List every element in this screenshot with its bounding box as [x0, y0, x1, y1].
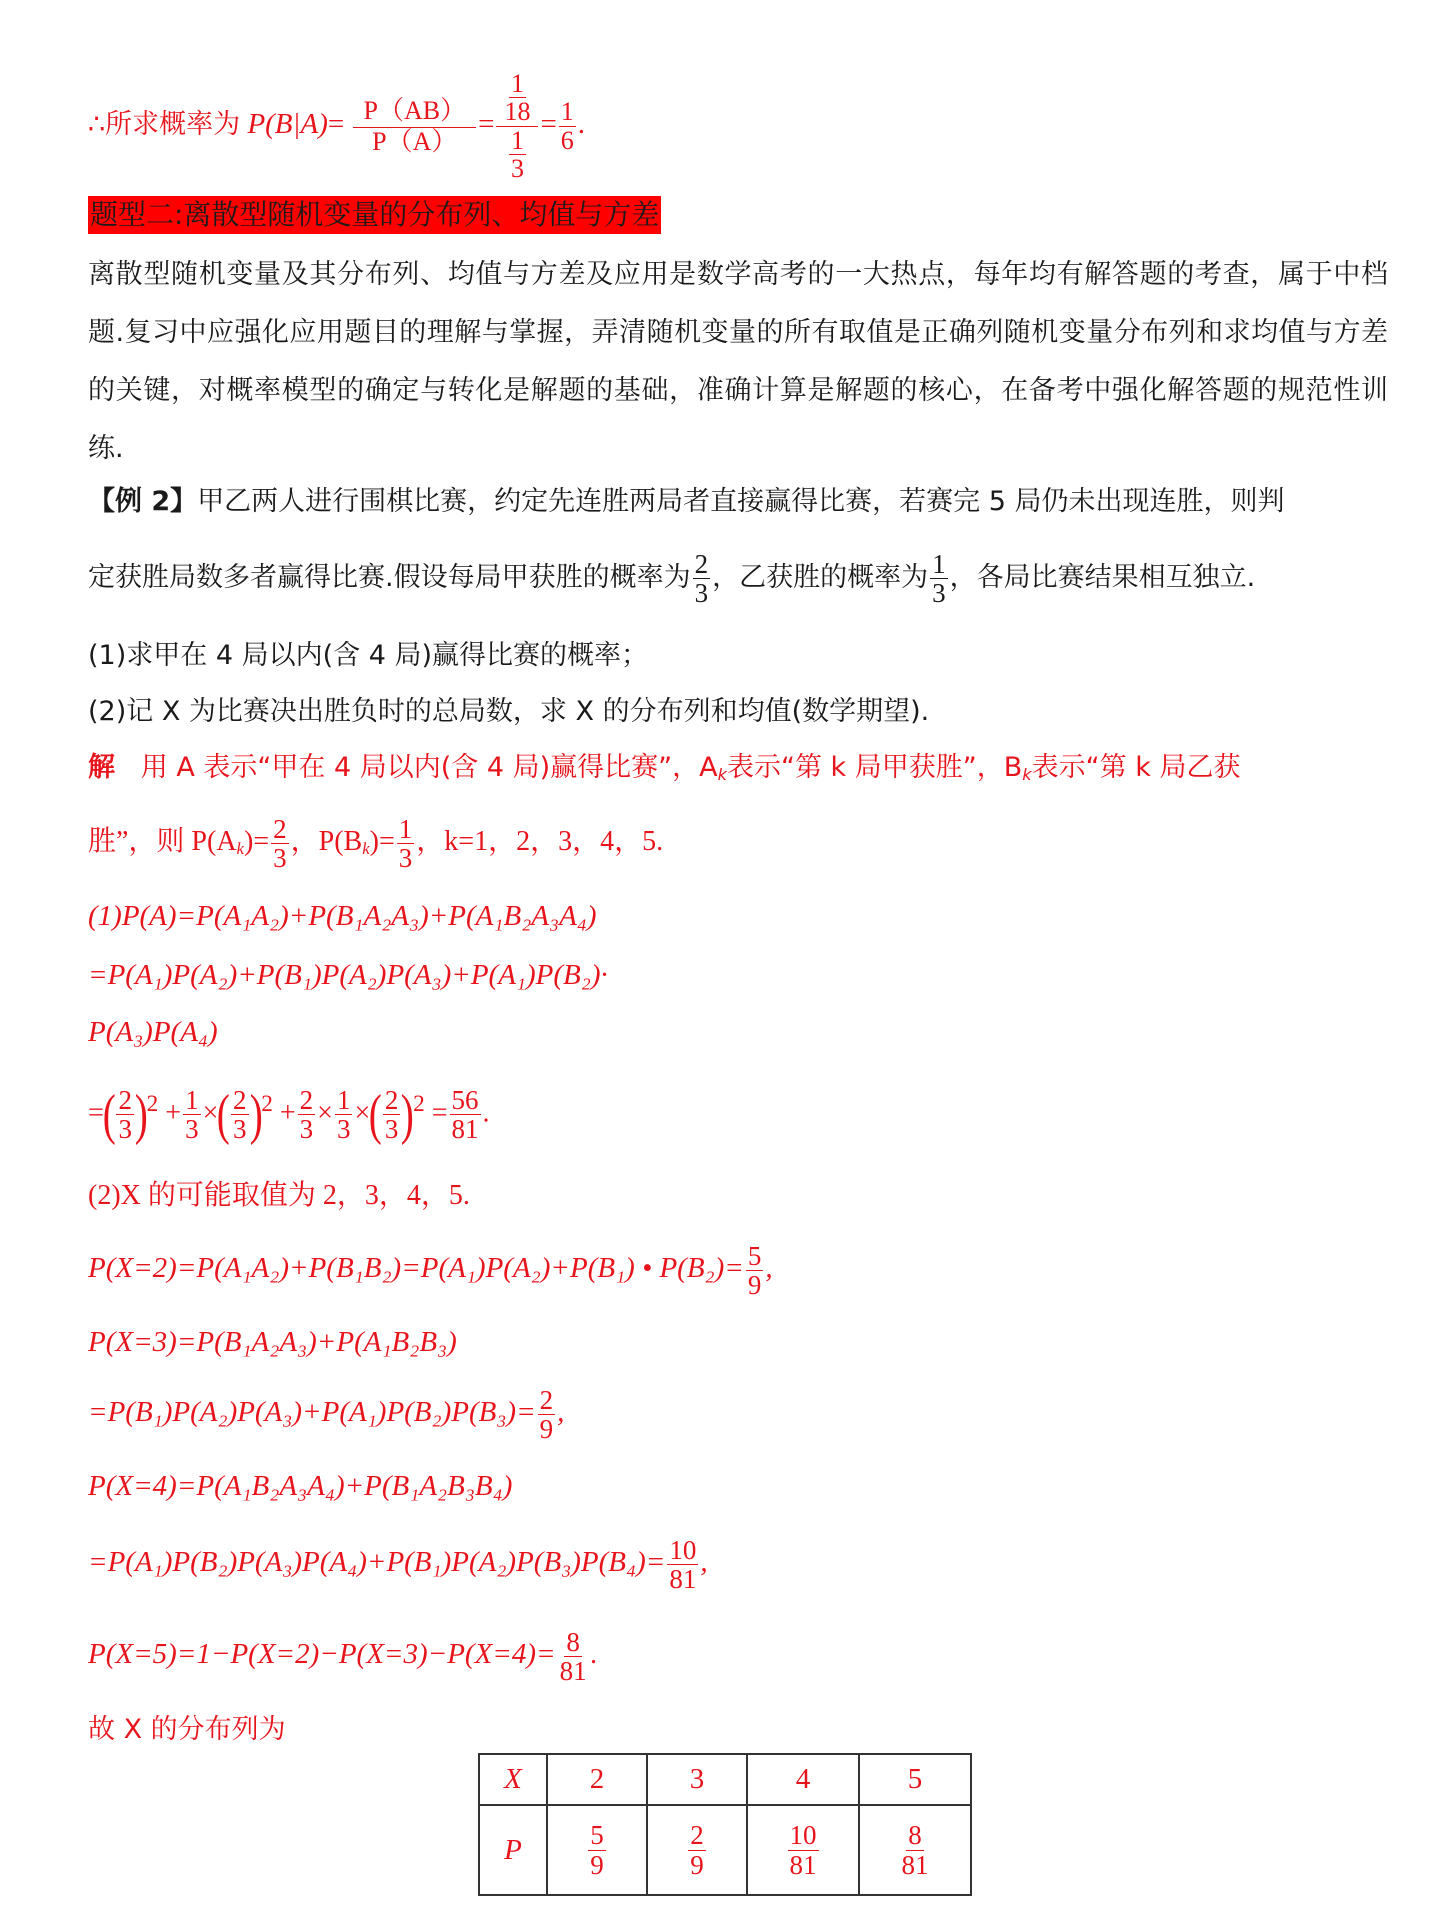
- distribution-table: [478, 1753, 972, 1896]
- px2-line: P(X=2)=P(A₁A₂)+P(B₁B₂)=P(A₁)P(A₂)+P(B₁) • P(B₂)= $\frac{5}{9}$ ,: [88, 1240, 773, 1300]
- table-cell: 5: [859, 1754, 971, 1805]
- question-1: (1)求甲在 4 局以内(含 4 局)赢得比赛的概率；: [88, 640, 648, 671]
- table-cell: $\frac{5}{9}$: [547, 1805, 647, 1895]
- intro-paragraph: 离散型随机变量及其分布列、均值与方差及应用是数学高考的一大热点，每年均有解答题的考查，属于中档题.复习中应强化应用题目的理解与掌握，弄清随机变量的所有取值是正确列随机变量分布列和求均值与方差的关键，对概率模型的确定与转化是解题的基础，准确计算是解题的核心，在备考中强化解答题的规范性训练.: [88, 259, 1388, 464]
- frac-pab-over-pa: $\frac{P(AB)}{P(A)}$: [353, 97, 476, 155]
- px4-line-2: =P(A₁)P(B₂)P(A₃)P(A₄)+P(B₁)P(A₂)P(B₃)P(B₄)= $\frac{10}{81}$ ,: [88, 1534, 708, 1594]
- part1-line-1: (1)P(A)=P(A₁A₂)+P(B₁A₂A₃)+P(A₁B₂A₃A₄): [88, 900, 597, 932]
- table-cell: $\frac{2}{9}$: [647, 1805, 747, 1895]
- formula-prefix: ∴所求概率为: [88, 108, 241, 140]
- question-2: (2)记 X 为比赛决出胜负时的总局数，求 X 的分布列和均值(数学期望).: [88, 696, 930, 727]
- table-row-p: [479, 1805, 971, 1895]
- part2-intro: (2)X 的可能取值为 2，3，4，5.: [88, 1180, 470, 1211]
- distribution-conclusion: 故 X 的分布列为: [88, 1714, 286, 1745]
- part1-result: =( $\frac{2}{3}$ )$^2$ + $\frac{1}{3}$ ×( $\frac{2}{3}$ )$^2$ + $\frac{2}{3}$ × $\frac{1}{3}$ ×( $\frac{2}{3}$ )$^2$ = $\frac{56}{81}$ .: [88, 1083, 490, 1146]
- px3-line-2: =P(B₁)P(A₂)P(A₃)+P(A₁)P(B₂)P(B₃)= $\frac{2}{9}$ ,: [88, 1384, 565, 1444]
- part1-result-fraction: $\frac{56}{81}$: [451, 1085, 479, 1145]
- table-cell: 2: [547, 1754, 647, 1805]
- table-cell: 4: [747, 1754, 859, 1805]
- prob-b-fraction: $\frac{1}{3}$: [932, 548, 946, 608]
- solution-line-2: 胜”，则 $P(A_k)=$ $\frac{2}{3}$ ，$P(B_k)=$ $\frac{1}{3}$ ，k=1，2，3，4，5.: [88, 813, 664, 874]
- prob-a-fraction: $\frac{2}{3}$: [694, 548, 709, 608]
- table-row-x: [479, 1754, 971, 1805]
- part1-line-3: P(A₃)P(A₄): [88, 1016, 218, 1048]
- px4-line-1: P(X=4)=P(A₁B₂A₃A₄)+P(B₁A₂B₃B₄): [88, 1470, 513, 1502]
- compound-fraction: $\frac{\frac{1}{18}}{\frac{1}{3}}$: [496, 70, 538, 182]
- px5-line: P(X=5)=1−P(X=2)−P(X=3)−P(X=4)= $\frac{8}{81}$ .: [88, 1626, 598, 1686]
- solution-label: 解: [88, 752, 115, 783]
- conditional-probability-formula: ∴所求概率为 P(B|A)= $\frac{P(AB)}{P(A)}$ = $\frac{\frac{1}{18}}{\frac{1}{3}}$ = $\frac{1}{6}$ .: [88, 69, 586, 183]
- solution-line-1: 解 用 A 表示“甲在 4 局以内(含 4 局)赢得比赛”，$A_k$表示“第 k 局甲获胜”，$B_k$表示“第 k 局乙获: [88, 752, 1241, 785]
- table-header-p: P: [479, 1805, 547, 1895]
- table-cell: 3: [647, 1754, 747, 1805]
- table-header-x: X: [479, 1754, 547, 1805]
- table-cell: $\frac{8}{81}$: [859, 1805, 971, 1895]
- example-label: 【例 2】: [88, 486, 198, 517]
- example-line-1: 【例 2】甲乙两人进行围棋比赛，约定先连胜两局者直接赢得比赛，若赛完 5 局仍未出现连胜，则判: [88, 486, 1285, 517]
- px3-line-1: P(X=3)=P(B₁A₂A₃)+P(A₁B₂B₃): [88, 1326, 457, 1358]
- part1-line-2: =P(A₁)P(A₂)+P(B₁)P(A₂)P(A₃)+P(A₁)P(B₂)·: [88, 959, 608, 991]
- table-cell: $\frac{10}{81}$: [747, 1805, 859, 1895]
- example-line-2: 定获胜局数多者赢得比赛.假设每局甲获胜的概率为 $\frac{2}{3}$ ，乙获胜的概率为 $\frac{1}{3}$ ，各局比赛结果相互独立.: [88, 548, 1256, 608]
- result-fraction: $\frac{1}{6}$: [560, 97, 574, 155]
- formula-lhs: P(B|A): [247, 107, 328, 140]
- section-heading: 题型二:离散型随机变量的分布列、均值与方差: [88, 196, 661, 234]
